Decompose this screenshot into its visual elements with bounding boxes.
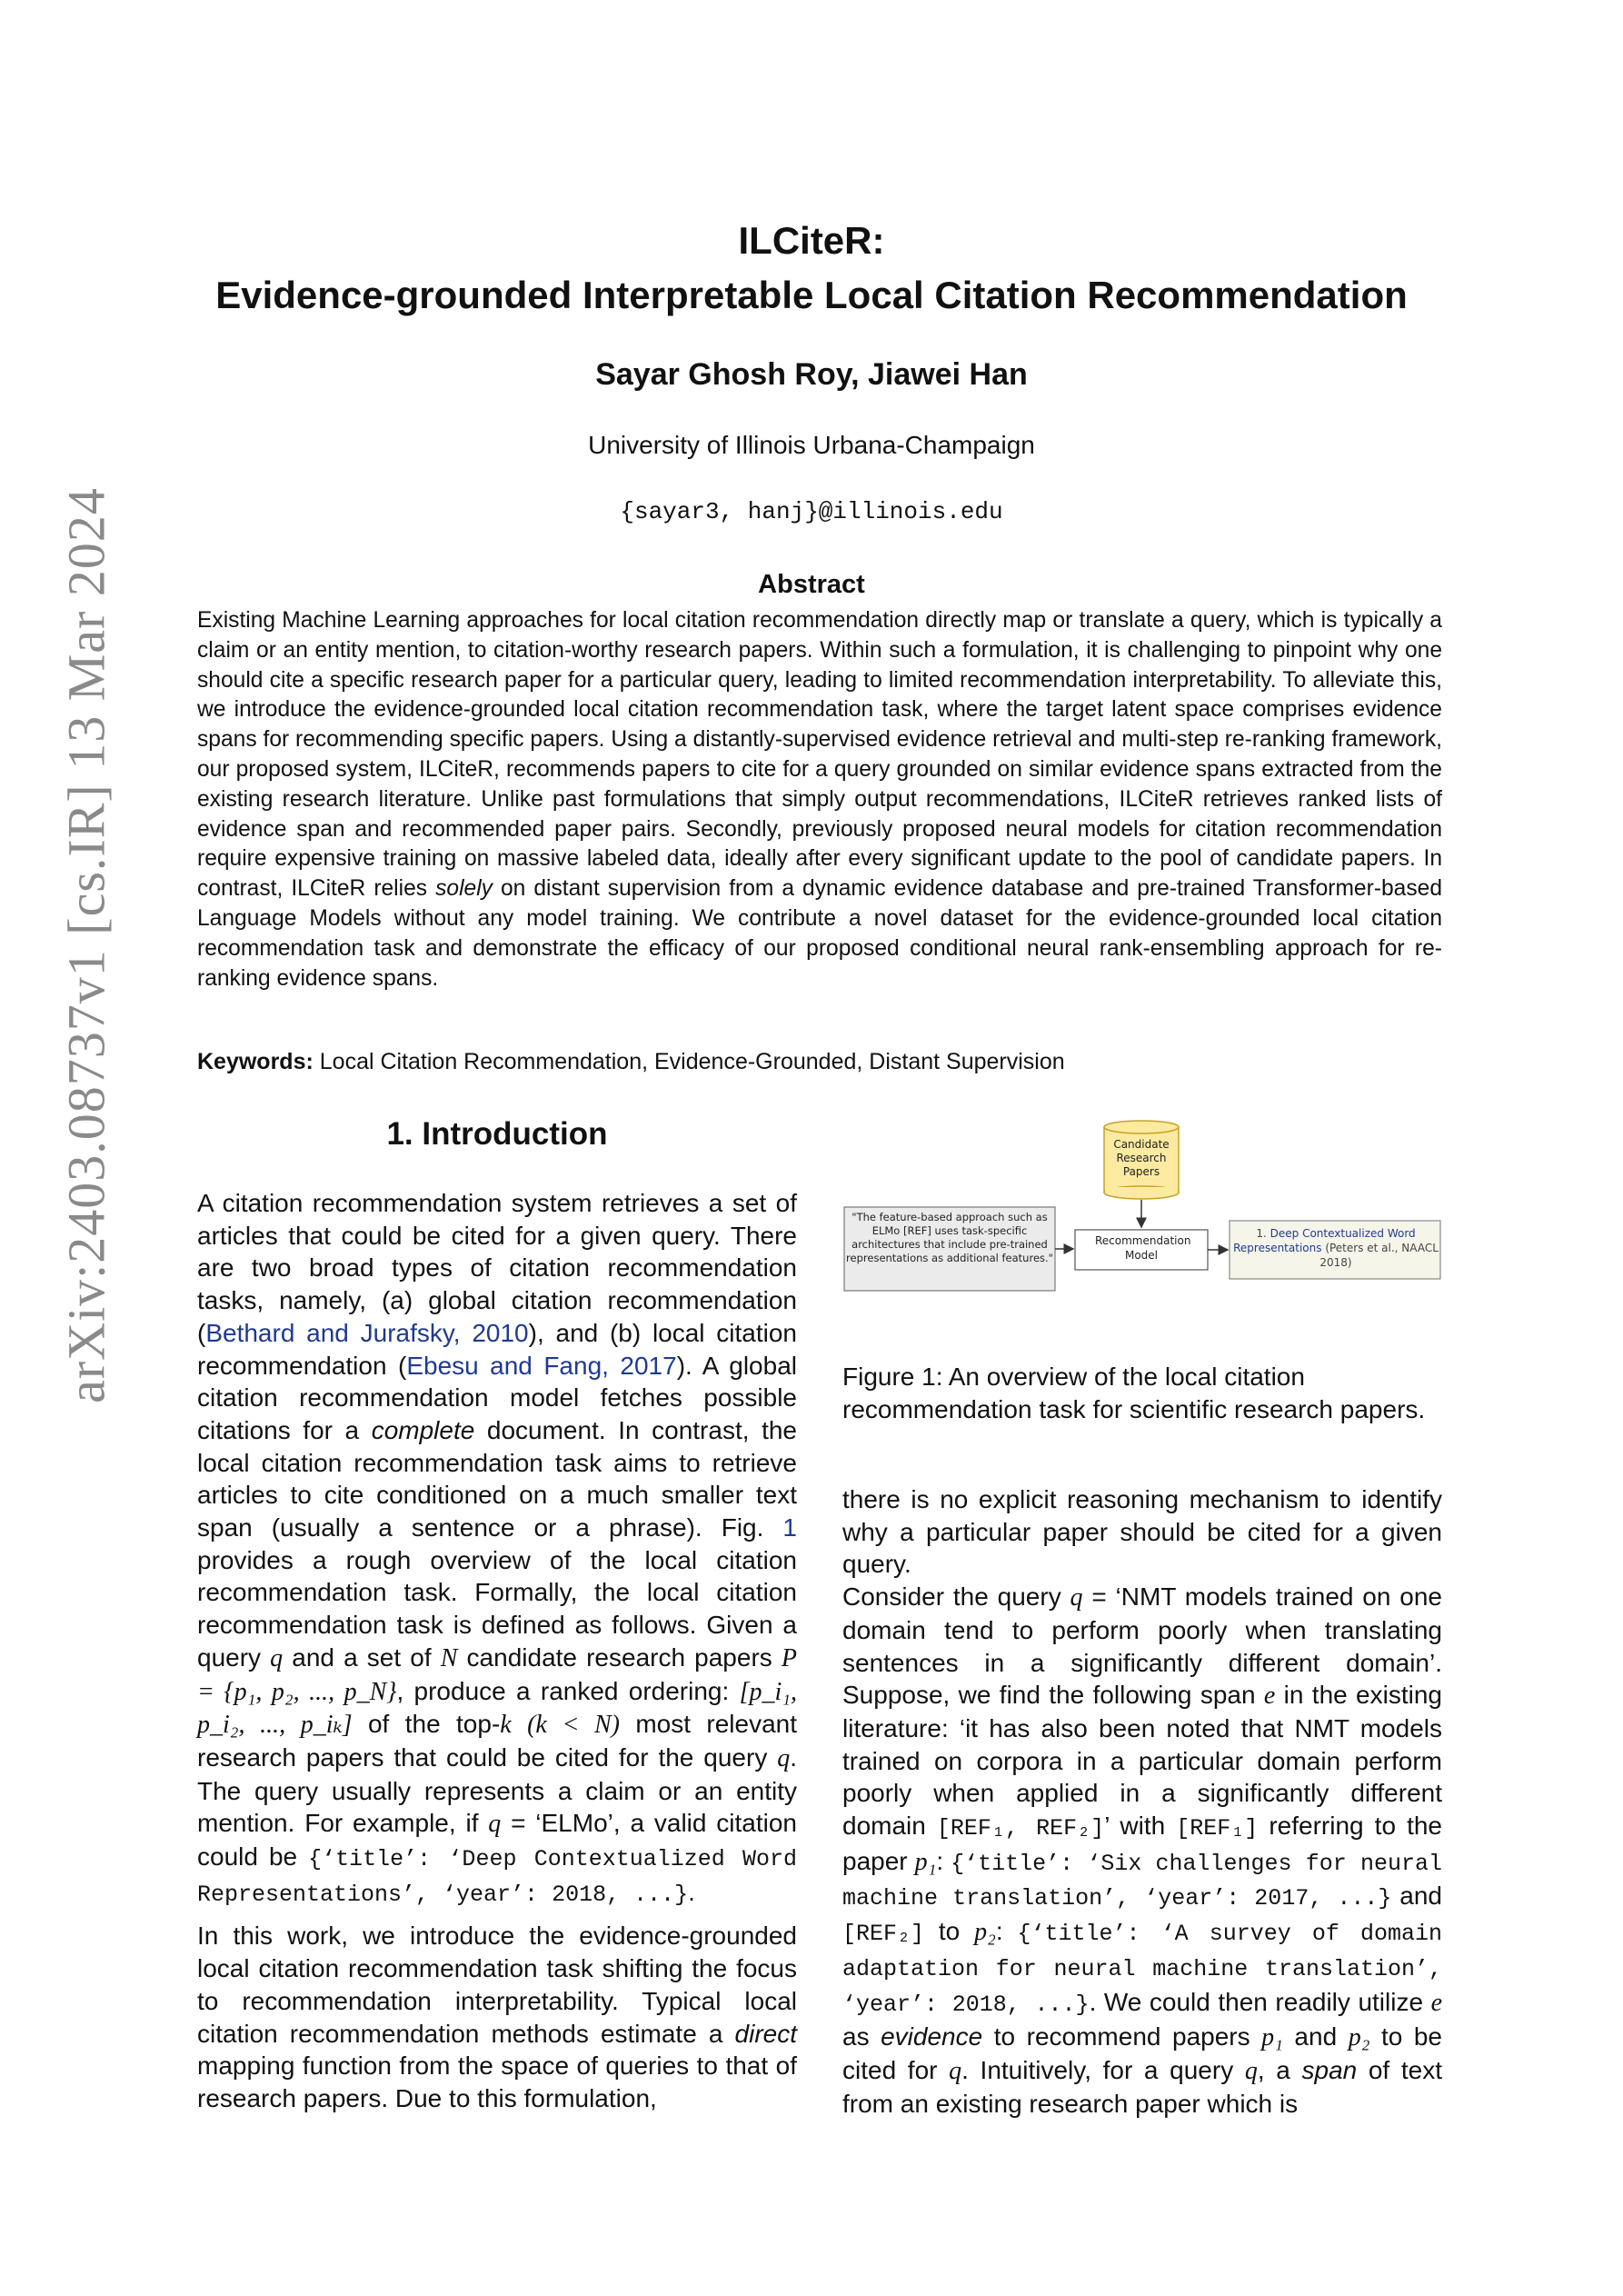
abstract-text-1: Existing Machine Learning approaches for local citation recommendation directly map or translate a query, which is typically a claim or an entity mention, to citation-worthy research papers. Within such a formulation, it is challenging to pinpoint why one should cite a specific research paper for a particular query, leading to limited recommendation interpretability. To alleviate this, we introduce the evidence-grounded local citation recommendation task, where the target latent space comprises evidence spans for recommending specific papers. Using a distantly-supervised evidence retrieval and multi-step re-ranking framework, our proposed system, ILCiteR, recommends papers to cite for a query grounded on similar evidence spans extracted from the existing research literature. Unlike past formulations that simply output recommendations, ILCiteR retrieves ranked lists of evidence span and recommended paper pairs. Secondly, previously proposed neural models for citation recommendation require expensive training on massive labeled data, ideally after every significant update to the pool of candidate papers. In contrast, ILCiteR relies [197,608,1442,902]
ref-marker: [REF₁, REF₂] [936,1815,1105,1842]
math-q: q [1070,1583,1083,1612]
text: and a set of [283,1642,441,1672]
citation-year: 2010 [472,1318,529,1347]
text: = ‘ELMo’, a valid citation could be [197,1809,797,1872]
keywords-label: Keywords: [197,1049,314,1074]
math-q: q [270,1643,284,1672]
text: of text from an existing research paper which is [842,2055,1442,2118]
math-candidate-set: P = {p₁, p₂, ..., p_N} [197,1643,797,1706]
title-line-1: ILCiteR: [738,219,885,262]
text: : [936,1846,951,1875]
math-p2: p₂ [1348,2023,1370,2052]
text: ), and (b) local citation recommendation ( [197,1318,798,1380]
arxiv-sidebar [55,264,118,1627]
text: as [842,2022,881,2051]
text: . Intuitively, for a query [961,2055,1245,2084]
citation-link[interactable]: Ebesu and Fang, 2017 [406,1351,677,1380]
figure-1-diagram [842,1116,1442,1298]
emphasis: evidence [881,2022,983,2051]
citation-authors: Bethard and Jurafsky [205,1318,453,1347]
text: Consider the query [842,1582,1070,1612]
text: . We could then readily utilize [1089,1987,1431,2016]
ref-marker: [REF₂] [842,1921,925,1948]
query-text: "The feature-based approach such as ELMo [REF] uses task-specific architectures that include pre-trained representations as additional features." [846,1211,1053,1264]
text: ). A global citation recommendation model fetches possible citations for a [197,1351,797,1444]
text: and [1282,2022,1349,2051]
recommendation-text [1233,1226,1439,1270]
citation-link[interactable]: Bethard and Jurafsky, 2010 [205,1318,529,1347]
title-line-2: Evidence-grounded Interpretable Local Citation Recommendation [215,274,1408,316]
intro-paragraph-1 [197,1187,797,1911]
text: mapping function from the space of queries to that of research papers. Due to this formulation, [197,2051,797,2112]
ref-marker: [REF₁] [1176,1815,1259,1842]
arxiv-identifier: arXiv:2403.08737v1 [cs.IR] 13 Mar 2024 [56,487,116,1403]
abstract-body [197,606,1442,993]
text: in the existing literature: ‘it has also been noted that NMT models trained on corpora in a particular domain perform poorly when applied in a significantly different domain [842,1681,1442,1841]
rec-venue: (Peters et al., NAACL 2018) [1319,1242,1439,1269]
text: , a [1257,2055,1302,2084]
citation-year: 2017 [620,1351,677,1380]
text: ’ with [1104,1812,1177,1841]
keywords-text: Local Citation Recommendation, Evidence-Grounded, Distant Supervision [313,1049,1065,1074]
recommendation-model-box [1075,1230,1208,1270]
text: to be cited for [842,2022,1442,2084]
text: referring to the paper [842,1812,1442,1875]
rec-number: 1. [1256,1227,1267,1240]
code-example: {‘title’: ‘Deep Contextualized Word Representations’, ‘year’: 2018, ...} [197,1846,798,1908]
section-heading-introduction: 1. Introduction [386,1116,608,1152]
text: document. In contrast, the local citation recommendation task aims to retrieve articles to cite conditioned on a much smaller text span (usually a sentence or a phrase). Fig. [197,1415,797,1542]
query-box [844,1207,1055,1291]
math-p1: p₁ [914,1847,937,1876]
text: . The query usually represents a claim or an entity mention. For example, if [197,1742,797,1838]
right-paragraph-2 [842,1581,1442,2120]
rec-title: Deep Contextualized Word Representations [1233,1227,1416,1254]
text: to recommend papers [982,2022,1262,2051]
text: In this work, we introduce the evidence-grounded local citation recommendation task shifting the focus to recommendation interpretability. Typical local citation recommendation methods estimate a [197,1922,797,2048]
author-email: {sayar3, hanj}@illinois.edu [620,498,1003,525]
emphasis: span [1301,2055,1358,2084]
code-example: {‘title’: ‘Six challenges for neural machine translation’, ‘year’: 2017, ...} [842,1850,1442,1912]
math-k: k [500,1711,512,1740]
text: most relevant research papers that could be cited for the query [197,1710,797,1772]
text: and [1391,1882,1442,1911]
right-column [842,1483,1442,2129]
math-e: e [1263,1682,1276,1711]
abstract-emphasis: solely [435,876,493,902]
text: provides a rough overview of the local citation recommendation task. Formally, the local citation recommendation task is defined as follows. Given a query [197,1545,797,1672]
database-label: Candidate Research Papers [1113,1138,1170,1178]
math-q: q [777,1743,791,1772]
text: : [995,1917,1018,1946]
math-p1: p₁ [1261,2023,1283,2052]
text: candidate research papers [457,1642,782,1672]
math-N: N [440,1643,458,1672]
text: of the top- [352,1710,501,1739]
authors: Sayar Ghosh Roy, Jiawei Han [595,357,1028,392]
model-label: Recommendation Model [1095,1234,1191,1262]
text: , produce a ranked ordering: [396,1676,740,1705]
emphasis: direct [734,2019,797,2048]
text: to [924,1917,975,1946]
code-example: {‘title’: ‘A survey of domain adaptation for neural machine translation’, ‘year’: 2018, ...} [842,1921,1442,2018]
citation-authors: Ebesu and Fang [406,1351,602,1380]
figure-1-caption: Figure 1: An overview of the local citation recommendation task for scientific research papers. [842,1363,1426,1423]
abstract-text-2: on distant supervision from a dynamic evidence database and pre-trained Transformer-based Language Models without any model training. We contribute a novel dataset for the evidence-grounded local citation recommendation task and demonstrate the efficacy of our proposed conditional neural rank-ensembling approach for re-ranking evidence spans. [197,876,1442,991]
recommendation-output-box [1230,1221,1440,1279]
keywords [197,1049,1442,1075]
figure-1 [842,1116,1442,1298]
candidate-papers-database-icon [1104,1121,1179,1199]
math-q: q [1244,2056,1258,2085]
figure-link[interactable]: 1 [782,1513,797,1542]
math-ranked-ordering: [p_i₁, p_i₂, ..., p_iₖ] [197,1677,797,1740]
math-k-less-N: (k < N) [527,1711,620,1740]
paper-title [0,214,1623,323]
abstract-heading: Abstract [758,570,865,599]
emphasis: complete [371,1415,475,1444]
math-e: e [1430,1988,1442,2017]
affiliation: University of Illinois Urbana-Champaign [588,431,1035,459]
intro-paragraph-2 [197,1920,797,2114]
right-paragraph-1: there is no explicit reasoning mechanism to identify why a particular paper should be cited for a given query. [842,1485,1442,1579]
math-p2: p₂ [974,1918,996,1947]
left-column [197,1187,797,2124]
text: A citation recommendation system retrieves a set of articles that could be cited for a given query. There are two broad types of citation recommendation tasks, namely, (a) global citation recommendation ( [197,1189,797,1347]
text: = ‘NMT models trained on one domain tend to perform poorly when translating sentences in a significantly different domain’. Suppose, we find the following span [842,1582,1442,1710]
text: . [688,1877,695,1906]
math-q: q [488,1810,502,1839]
math-q: q [949,2056,962,2085]
